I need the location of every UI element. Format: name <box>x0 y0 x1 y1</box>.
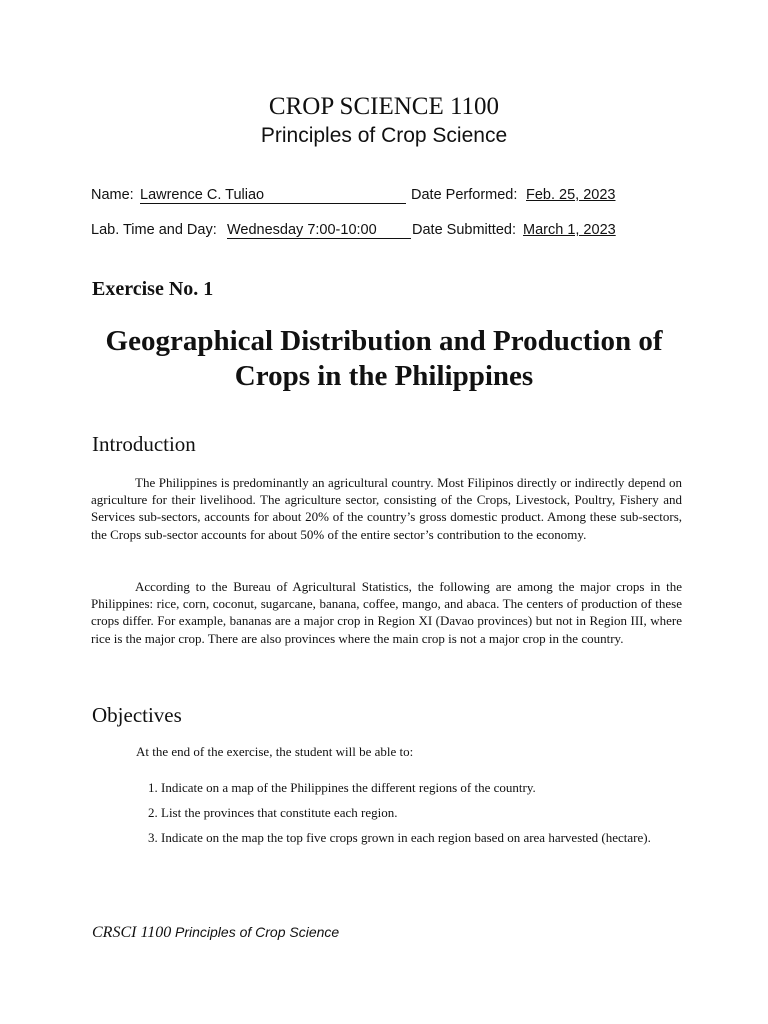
objective-item-1 <box>137 779 682 796</box>
list-item: 2. List the provinces that constitute each region. <box>148 805 398 820</box>
date-performed-value: Feb. 25, 2023 <box>526 187 616 203</box>
objectives-intro: At the end of the exercise, the student will be able to: <box>136 744 414 759</box>
exercise-title: Geographical Distribution and Production of Crops in the Philippines <box>105 325 663 392</box>
lab-time-field <box>227 221 411 239</box>
introduction-paragraph-2: According to the Bureau of Agricultural Statistics, the following are among the major crops in the Philippines: rice, corn, coconut, sugarcane, banana, coffee, mango, and abaca. The centers of production of these crops differ. For example, bananas are a major crop in Region XI (Davao provinces) but not in Region III, where rice is the major crop. There are also provinces where the main crop is not a major crop in the country. <box>91 579 682 646</box>
objectives-heading: Objectives <box>92 703 182 727</box>
list-item: 1. Indicate on a map of the Philippines the different regions of the country. <box>148 780 536 795</box>
course-name: Principles of Crop Science <box>260 124 508 147</box>
name-field <box>140 186 406 204</box>
date-submitted-value: March 1, 2023 <box>523 222 616 238</box>
name-label: Name: <box>91 187 134 203</box>
footer-course-name: Principles of Crop Science <box>175 924 340 940</box>
introduction-heading: Introduction <box>92 432 196 456</box>
objective-item-2 <box>137 804 682 821</box>
course-code: CROP SCIENCE 1100 <box>268 93 500 120</box>
date-submitted-label: Date Submitted: <box>412 222 516 238</box>
lab-time-value: Wednesday 7:00-10:00 <box>227 222 411 239</box>
introduction-paragraph-1: The Philippines is predominantly an agricultural country. Most Filipinos directly or indirectly depend on agriculture for their livelihood. The agriculture sector, consisting of the Crops, Livestock, Poultry, Fishery and Services sub-sectors, accounts for about 20% of the country’s gross domestic product. Among these sub-sectors, the Crops sub-sector accounts for about 50% of the entire sector’s contribution to the economy. <box>91 475 682 542</box>
page-footer <box>92 922 339 943</box>
exercise-number: Exercise No. 1 <box>92 278 214 300</box>
lab-time-label: Lab. Time and Day: <box>91 222 217 238</box>
footer-course-code: CRSCI 1100 <box>92 924 172 941</box>
objective-item-3 <box>137 829 682 846</box>
name-value: Lawrence C. Tuliao <box>140 187 406 204</box>
list-item: 3. Indicate on the map the top five crops grown in each region based on area harvested (hectare). <box>148 830 651 845</box>
date-performed-label: Date Performed: <box>411 187 518 203</box>
